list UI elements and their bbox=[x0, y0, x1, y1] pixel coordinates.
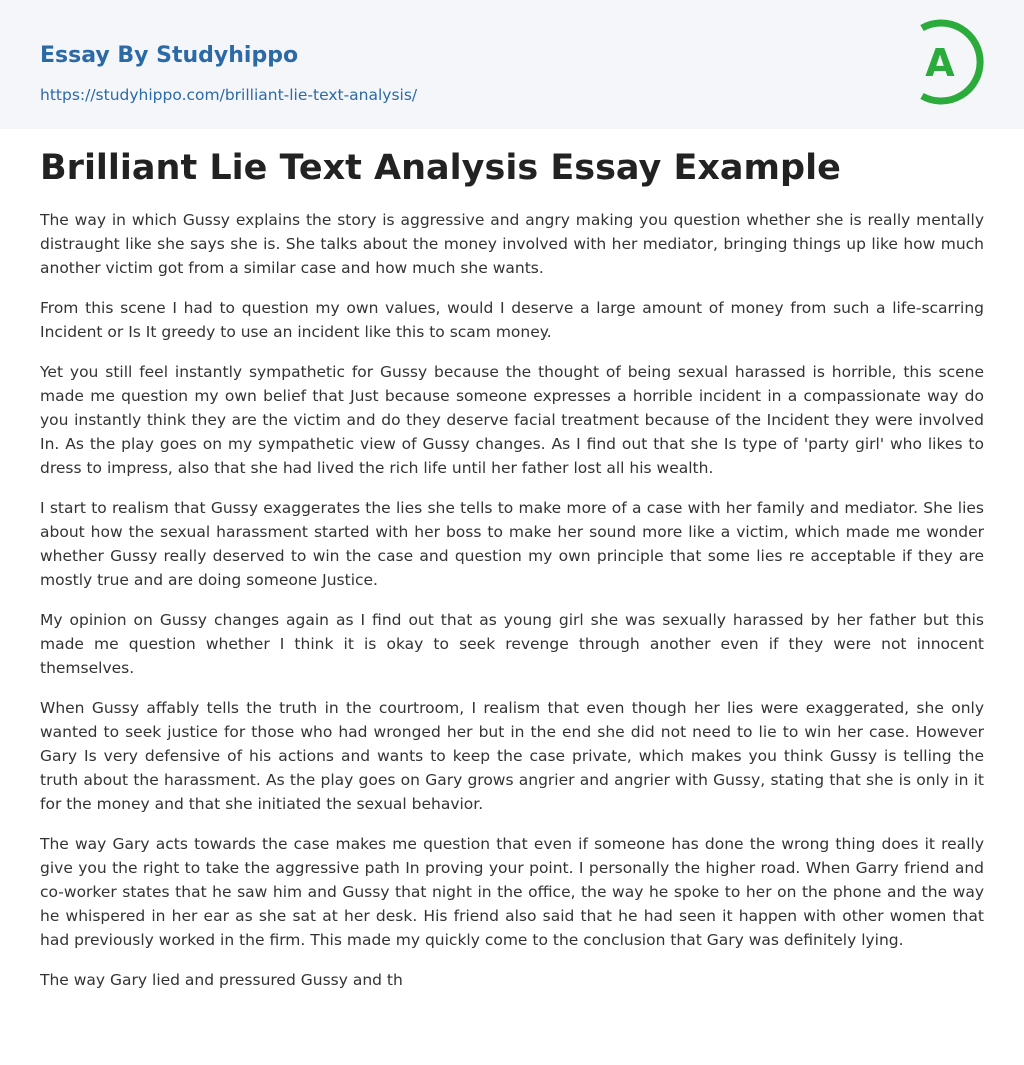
paragraph: When Gussy affably tells the truth in the courtroom, I realism that even though her lies were exaggerated, she only wanted to seek justice for those who had wronged her but in the end she did not need to lie to win her case. However Gary Is very defensive of his actions and wants to keep the case private, which makes you think Gussy is telling the truth about the harassment. As the play goes on Gary grows angrier and angrier with Gussy, stating that she is only in it for the money and that she initiated the sexual behavior. bbox=[40, 699, 984, 813]
logo-letter: A bbox=[925, 41, 955, 85]
paragraph: I start to realism that Gussy exaggerates the lies she tells to make more of a case with her family and mediator. She lies about how the sexual harassment started with her boss to make her sound more like a victim, which made me wonder whether Gussy really deserved to win the case and question my own principle that some lies re acceptable if they are mostly true and are doing someone Justice. bbox=[40, 499, 984, 589]
site-header bbox=[0, 0, 1024, 129]
paragraph: The way Gary acts towards the case makes me question that even if someone has done the wrong thing does it really give you the right to take the aggressive path In proving your point. I personally the higher road. When Garry friend and co-worker states that he saw him and Gussy that night in the office, the way he spoke to her on the phone and the way he whispered in her ear as she sat at her desk. His friend also said that he had seen it happen with other women that had previously worked in the firm. This made my quickly come to the conclusion that Gary was definitely lying. bbox=[40, 835, 984, 949]
page-url-link[interactable]: https://studyhippo.com/brilliant-lie-text-analysis/ bbox=[40, 86, 418, 104]
paragraph: The way in which Gussy explains the story is aggressive and angry making you question whether she is really mentally distraught like she says she is. She talks about the money involved with her mediator, bringing things up like how much another victim got from a similar case and how much she wants. bbox=[40, 211, 984, 277]
article bbox=[40, 142, 984, 1008]
studyhippo-logo-icon[interactable] bbox=[912, 19, 986, 105]
paragraph: From this scene I had to question my own values, would I deserve a large amount of money from such a life-scarring Incident or Is It greedy to use an incident like this to scam money. bbox=[40, 299, 984, 341]
page-title: Brilliant Lie Text Analysis Essay Example bbox=[40, 148, 841, 188]
paragraph: My opinion on Gussy changes again as I find out that as young girl she was sexually harassed by her father but this made me question whether I think it is okay to seek revenge through another even if they were not innocent themselves. bbox=[40, 611, 984, 677]
site-brand[interactable]: Essay By Studyhippo bbox=[40, 43, 299, 68]
paragraph: Yet you still feel instantly sympathetic for Gussy because the thought of being sexual harassed is horrible, this scene made me question my own belief that Just because someone expresses a horrible incident in a compassionate way do you instantly think they are the victim and do they deserve facial treatment because of the Incident they were involved In. As the play goes on my sympathetic view of Gussy changes. As I find out that she Is type of 'party girl' who likes to dress to impress, also that she had lived the rich life until her father lost all his wealth. bbox=[40, 363, 984, 477]
paragraph: The way Gary lied and pressured Gussy and th bbox=[40, 971, 403, 989]
